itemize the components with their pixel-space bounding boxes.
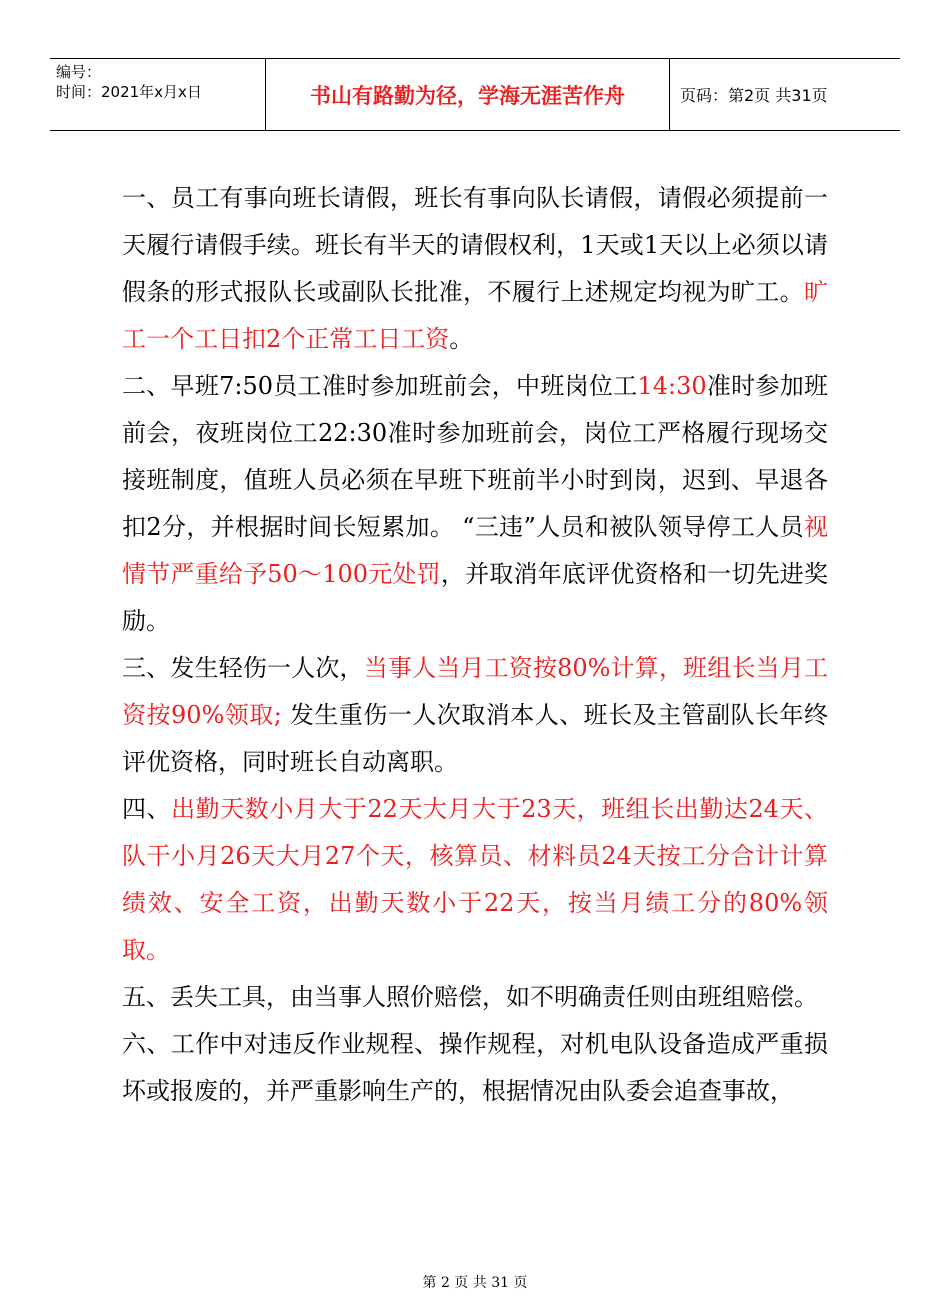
highlighted-text: 旷工一个工日扣2个正常工日工资 bbox=[122, 278, 828, 353]
document-time-label: 时间：2021年x月x日 bbox=[56, 83, 202, 101]
page-footer: 第 2 页 共 31 页 bbox=[422, 1275, 528, 1291]
header-meta bbox=[50, 59, 266, 130]
highlighted-text: 出勤天数小月大于22天大月大于23天，班组长出勤达24天、队干小月26天大月27个天，核算员、材料员24天按工分合计计算绩效、安全工资，出勤天数小于22天，按当月绩工分的80%领取。 bbox=[122, 795, 829, 964]
paragraph-text: 。 bbox=[449, 325, 474, 353]
paragraph-1 bbox=[122, 175, 828, 363]
paragraph-text: 二、早班7:50员工准时参加班前会，中班岗位工 bbox=[122, 372, 638, 400]
document-body bbox=[122, 175, 828, 1115]
paragraph-3 bbox=[122, 645, 828, 786]
paragraph-5 bbox=[122, 974, 828, 1021]
paragraph-text: ，并取消年底评优资格和一切先进奖励。 bbox=[122, 560, 828, 635]
header-motto: 书山有路勤为径，学海无涯苦作舟 bbox=[266, 59, 670, 130]
paragraph-4 bbox=[122, 786, 828, 974]
highlighted-text: 14:30 bbox=[637, 372, 707, 400]
paragraph-text: 一、员工有事向班长请假，班长有事向队长请假，请假必须提前一天履行请假手续。班长有半天的请假权利，1天或1天以上必须以请假条的形式报队长或副队长批准，不履行上述规定均视为旷工。 bbox=[122, 184, 828, 306]
highlighted-text: 视情节严重给予50～100元处罚 bbox=[122, 513, 828, 588]
paragraph-text: 三、发生轻伤一人次， bbox=[122, 654, 364, 682]
highlighted-text: 当事人当月工资按80%计算，班组长当月工资按90%领取; bbox=[122, 654, 829, 729]
page-header bbox=[50, 58, 900, 131]
paragraph-6 bbox=[122, 1021, 828, 1115]
paragraph-text: 五、丢失工具，由当事人照价赔偿，如不明确责任则由班组赔偿。 bbox=[122, 983, 818, 1011]
document-number-label: 编号： bbox=[56, 63, 102, 81]
paragraph-2 bbox=[122, 363, 828, 645]
paragraph-text: 四、 bbox=[122, 795, 172, 823]
header-page-number: 页码：第2页 共31页 bbox=[680, 86, 828, 105]
paragraph-text: 六、工作中对违反作业规程、操作规程，对机电队设备造成严重损坏或报废的，并严重影响生产的，根据情况由队委会追查事故， bbox=[122, 1030, 828, 1105]
paragraph-text: 准时参加班前会，夜班岗位工22:30准时参加班前会，岗位工严格履行现场交接班制度，值班人员必须在早班下班前半小时到岗，迟到、早退各扣2分，并根据时间长短累加。 “三违”人员和被队领导停工人员 bbox=[122, 372, 828, 541]
paragraph-text: 发生重伤一人次取消本人、班长及主管副队长年终评优资格，同时班长自动离职。 bbox=[122, 701, 828, 776]
